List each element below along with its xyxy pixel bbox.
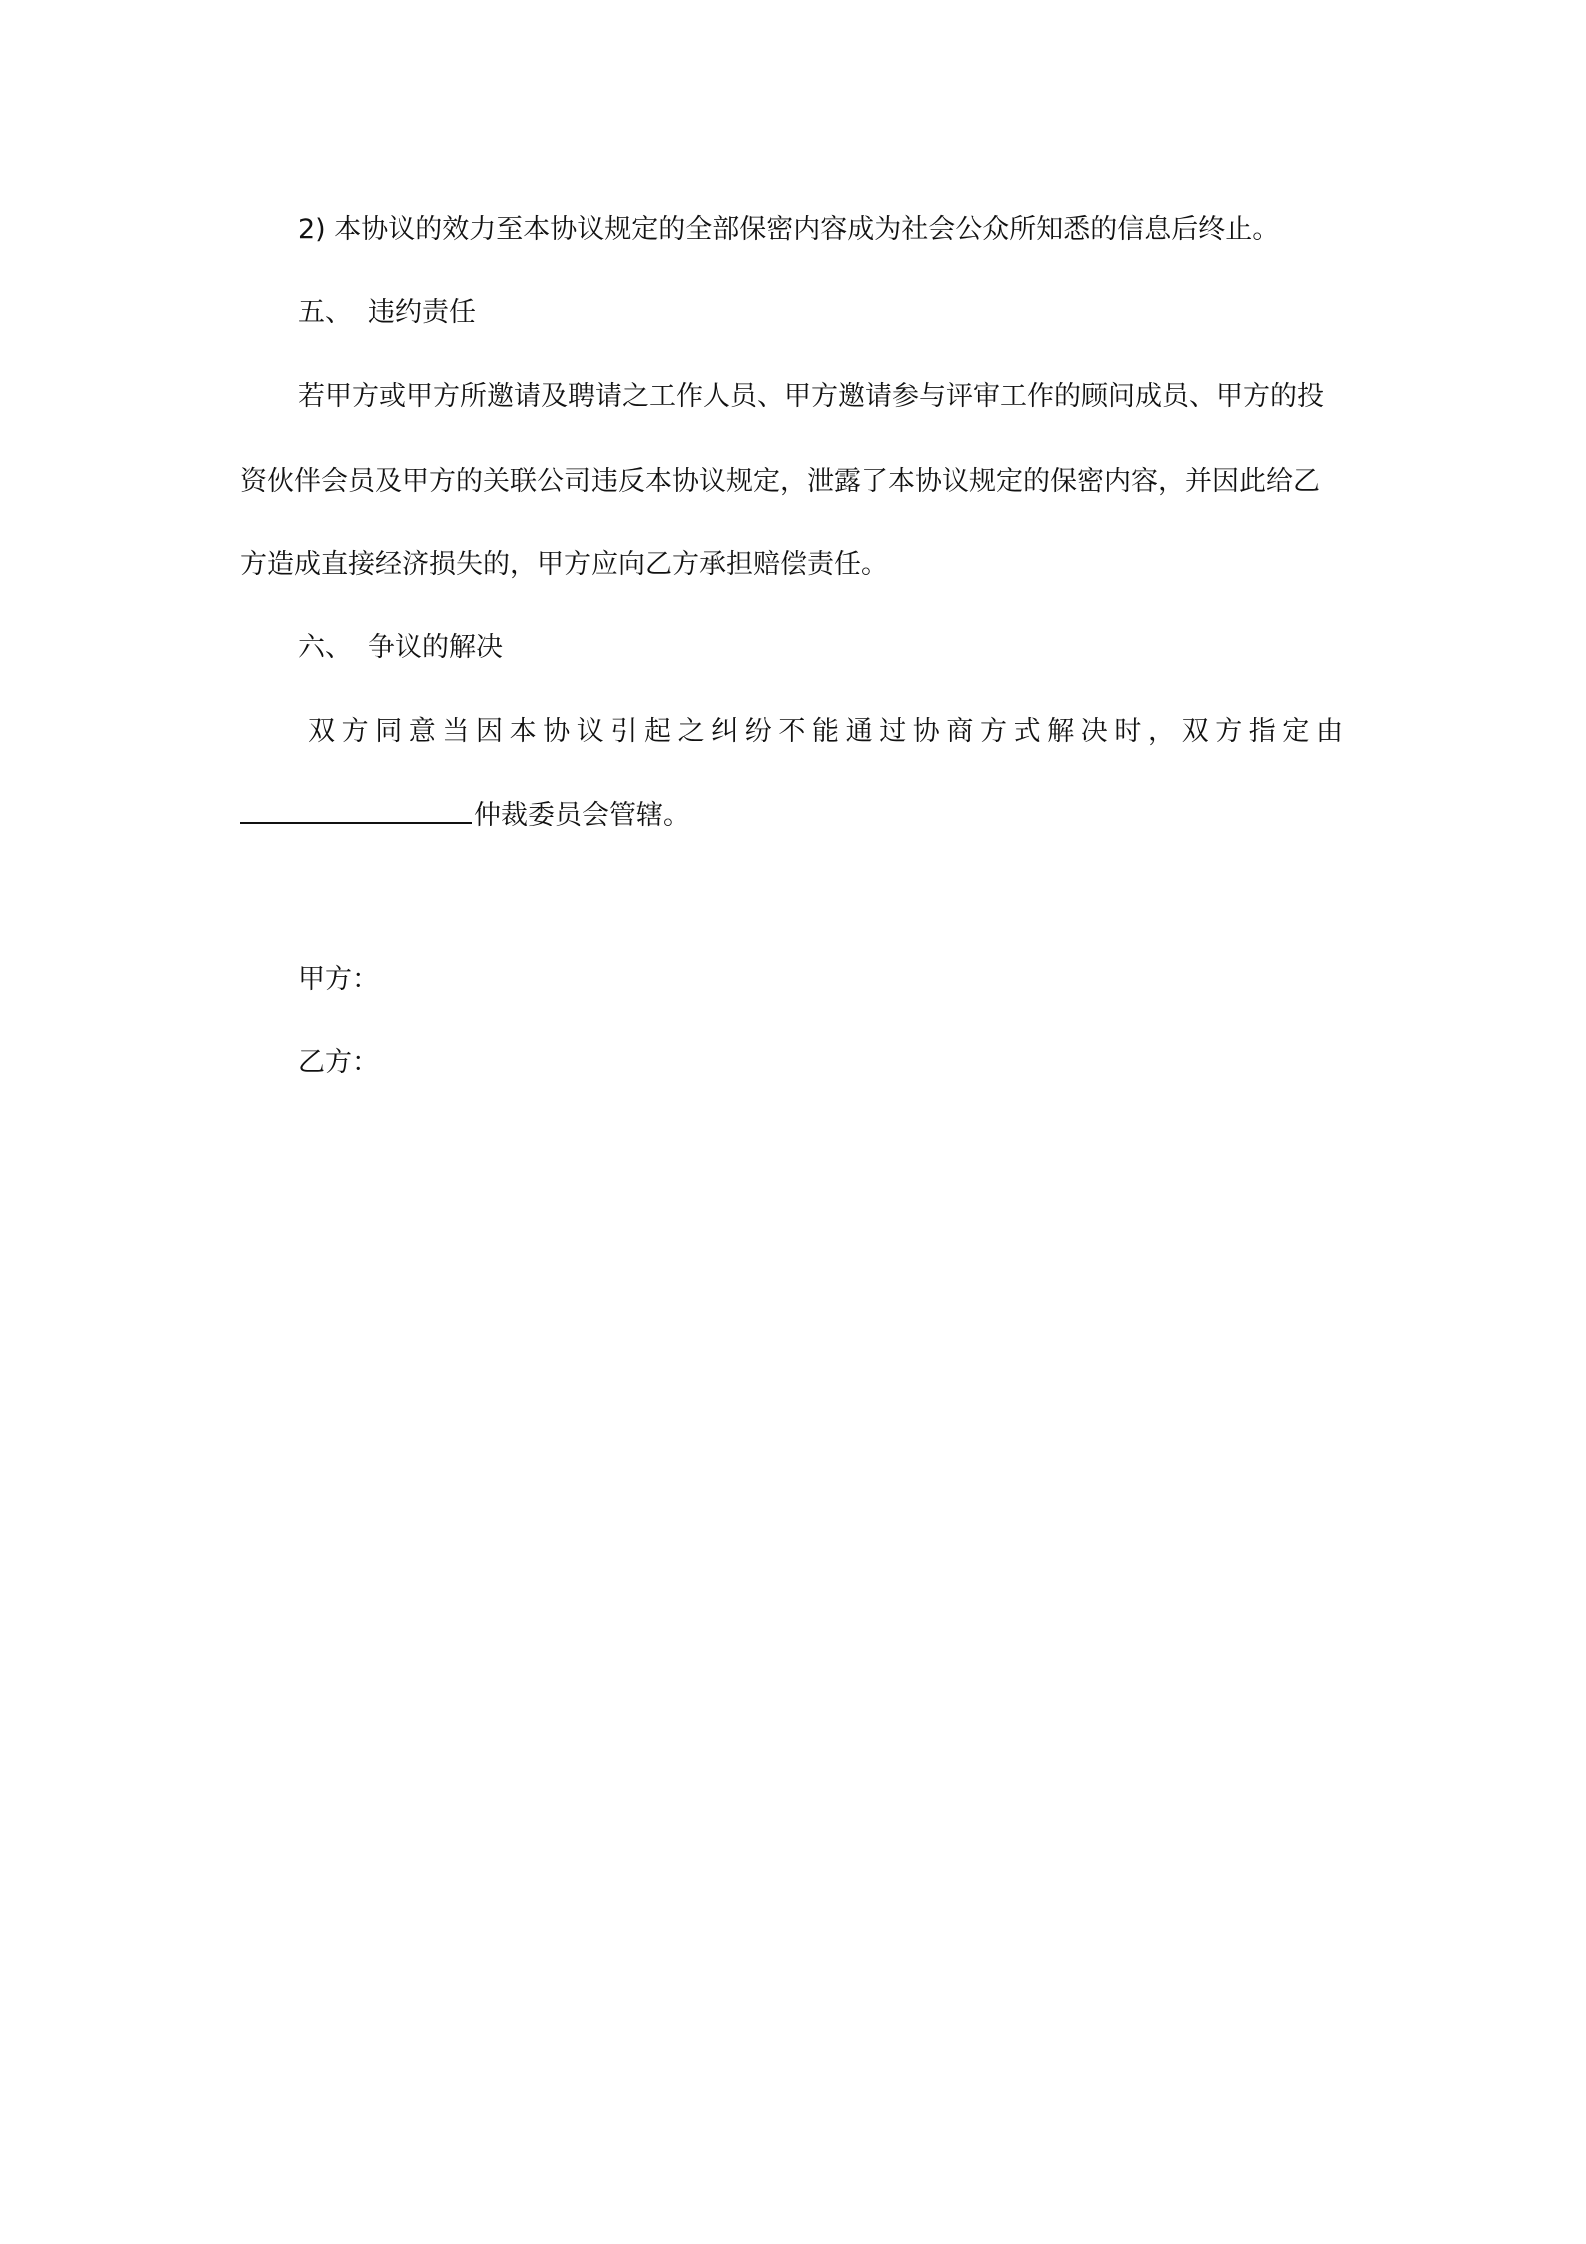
section-6-paragraph-line-2 [240, 796, 690, 836]
section-5-number: 五、 [298, 297, 352, 328]
section-5-paragraph-line-1: 若甲方或甲方所邀请及聘请之工作人员、甲方邀请参与评审工作的顾问成员、甲方的投 [298, 381, 1324, 412]
section-6-title: 争议的解决 [368, 632, 503, 663]
section-5-paragraph-line-3: 方造成直接经济损失的，甲方应向乙方承担赔偿责任。 [240, 549, 888, 580]
clause-2-text: 2) 本协议的效力至本协议规定的全部保密内容成为社会公众所知悉的信息后终止。 [298, 214, 1280, 245]
signature-party-a: 甲方： [298, 964, 379, 995]
section-6-paragraph-line-1: 双方同意当因本协议引起之纠纷不能通过协商方式解决时，双方指定由 [308, 716, 1350, 747]
section-6-paragraph-suffix: 仲裁委员会管辖。 [474, 800, 690, 831]
section-5-paragraph-line-2: 资伙伴会员及甲方的关联公司违反本协议规定，泄露了本协议规定的保密内容，并因此给乙 [240, 466, 1320, 497]
arbitration-blank-line [240, 798, 472, 824]
section-6-number: 六、 [298, 632, 352, 663]
section-5-heading [298, 293, 476, 333]
signature-party-b: 乙方： [298, 1047, 379, 1078]
section-6-heading [298, 628, 503, 668]
section-5-title: 违约责任 [368, 297, 476, 328]
